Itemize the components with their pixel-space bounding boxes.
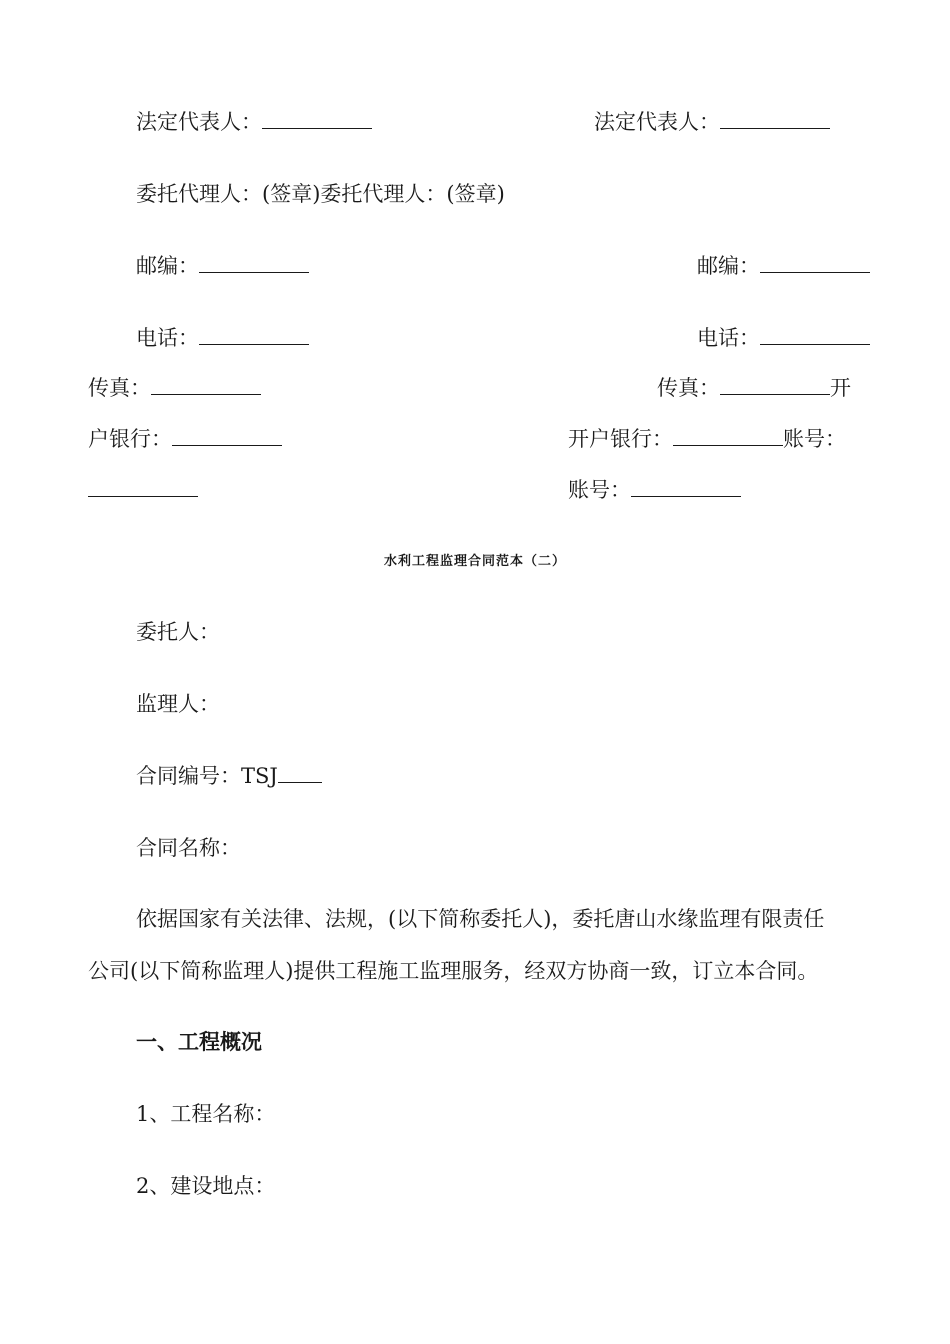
account-right [568, 476, 741, 504]
agent-line: 委托代理人：(签章)委托代理人：(签章) [136, 182, 505, 206]
bank-left [88, 425, 282, 453]
item-2: 2、建设地点： [136, 1174, 276, 1198]
legal-rep-label: 法定代表人： [594, 110, 720, 134]
legal-rep-blank [262, 110, 372, 129]
contract-no-label: 合同编号：TSJ [136, 764, 278, 788]
para1-line2: 公司(以下简称监理人)提供工程施工监理服务，经双方协商一致，订立本合同。 [88, 959, 819, 983]
phone-right [697, 324, 870, 352]
hu-bank-label: 户银行： [88, 427, 172, 451]
contract-no-blank [278, 764, 322, 783]
kai-char: 开 [830, 376, 851, 400]
account-blank [631, 478, 741, 497]
para1-line1: 依据国家有关法律、法规，(以下简称委托人)，委托唐山水缘监理有限责任 [136, 907, 825, 931]
legal-rep-label: 法定代表人： [136, 110, 262, 134]
supervisor-line: 监理人： [136, 692, 220, 716]
account-left [88, 476, 198, 504]
fax-label: 传真： [88, 376, 151, 400]
contract-name-line: 合同名称： [136, 836, 241, 860]
account-label: 账号： [783, 427, 846, 451]
phone-label: 电话： [136, 326, 199, 350]
account-blank [88, 478, 198, 497]
postcode-label: 邮编： [136, 254, 199, 278]
postcode-blank [199, 254, 309, 273]
account-label: 账号： [568, 478, 631, 502]
bank-label: 开户银行： [568, 427, 673, 451]
postcode-right [697, 252, 870, 280]
item-1: 1、工程名称： [136, 1102, 276, 1126]
postcode-blank [760, 254, 870, 273]
phone-label: 电话： [697, 326, 760, 350]
bank-right [568, 425, 846, 453]
document-title: 水利工程监理合同范本（二） [383, 554, 566, 569]
bank-blank [172, 427, 282, 446]
legal-rep-left [136, 108, 372, 136]
fax-left [88, 374, 261, 402]
phone-blank [199, 326, 309, 345]
postcode-label: 邮编： [697, 254, 760, 278]
fax-right [657, 374, 851, 402]
fax-label: 传真： [657, 376, 720, 400]
client-line: 委托人： [136, 620, 220, 644]
contract-no-line [136, 762, 322, 790]
phone-blank [760, 326, 870, 345]
fax-blank [720, 376, 830, 395]
phone-left [136, 324, 309, 352]
postcode-left [136, 252, 309, 280]
fax-blank [151, 376, 261, 395]
legal-rep-blank [720, 110, 830, 129]
section1-heading: 一、工程概况 [136, 1029, 262, 1054]
bank-blank [673, 427, 783, 446]
legal-rep-right [594, 108, 830, 136]
